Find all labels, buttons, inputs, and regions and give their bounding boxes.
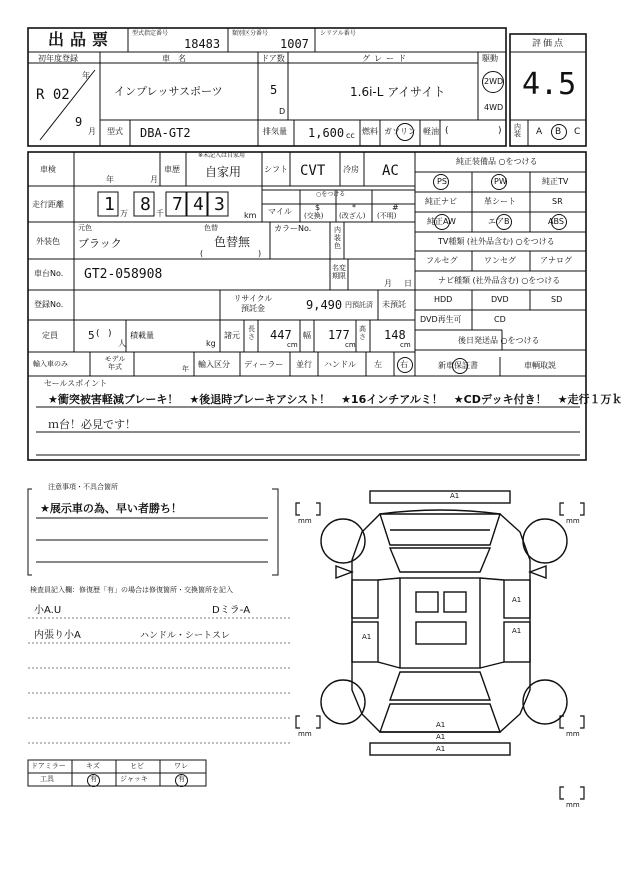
tv-title: TV種類 (社外品含む) ○をつける bbox=[438, 237, 555, 246]
month-unit: 月 bbox=[88, 127, 96, 136]
mileage-man: 万 bbox=[120, 209, 128, 218]
attach-note: ○をつける bbox=[316, 191, 346, 198]
later-warranty-circle bbox=[452, 358, 468, 374]
mile-label: マイル bbox=[268, 207, 292, 216]
equip-abs-circle bbox=[551, 214, 567, 230]
later-manual: 車輌取説 bbox=[524, 361, 556, 370]
equip-aw-circle bbox=[434, 214, 450, 230]
unknown-label: (不明) bbox=[377, 212, 397, 220]
equip-pw-circle bbox=[491, 174, 507, 190]
color-no-label: カラーNo. bbox=[274, 224, 312, 233]
mm-label-br: mm bbox=[566, 730, 580, 738]
capacity-value: 5 bbox=[88, 329, 95, 342]
import-class-label: 輸入区分 bbox=[198, 360, 230, 369]
right-circle bbox=[397, 357, 413, 373]
legend-jack-yes: 有 bbox=[178, 775, 185, 783]
ac-value: AC bbox=[382, 163, 399, 179]
orig-color-label: 元色 bbox=[78, 224, 92, 232]
equip-title: 純正装備品 ○をつける bbox=[456, 157, 538, 166]
nav-title: ナビ種類 (社外品含む) ○をつける bbox=[438, 276, 561, 285]
model-year-label: モデル年式 bbox=[104, 355, 126, 372]
interior-color-label: 内装色 bbox=[334, 226, 341, 251]
equip-ps: PS bbox=[437, 177, 447, 186]
recycle-value: 9,490 bbox=[306, 298, 343, 312]
legend-h1: ドアミラー bbox=[31, 762, 66, 770]
width-label: 幅 bbox=[303, 331, 311, 340]
later-warranty: 新車保証書 bbox=[438, 361, 478, 370]
doors-value: 5 bbox=[270, 83, 278, 97]
grade-value: 1.6i-L アイサイト bbox=[350, 85, 446, 99]
cc-paren-close: ) bbox=[258, 249, 262, 258]
capacity-paren-open: ( bbox=[96, 329, 100, 339]
cc-unit: cc bbox=[346, 131, 355, 140]
sales-line-1: ★衝突被害軽減ブレーキ！ ★後退時ブレーキアシスト！ ★16インチアルミ！ ★CDデッキ付き！ ★走行１万ｋ bbox=[48, 393, 623, 406]
damage-mark-right-front: A1 bbox=[512, 596, 522, 604]
reg-no-label: 登録No. bbox=[34, 300, 64, 309]
recycle-label: リサイクル預託金 bbox=[233, 294, 273, 313]
damage-mark-right-rear: A1 bbox=[512, 627, 522, 635]
altered-label: (改ざん) bbox=[339, 212, 366, 220]
legend-h3: ヒビ bbox=[130, 762, 144, 770]
damage-mark-left: A1 bbox=[362, 633, 372, 641]
mileage-km: km bbox=[244, 211, 257, 220]
mileage-d2: 8 bbox=[140, 194, 151, 215]
later-title: 後日発送品 ○をつける bbox=[458, 336, 540, 345]
equip-pw: PW bbox=[494, 177, 507, 186]
chassis-label: 車台No. bbox=[34, 269, 64, 278]
handle-label: ハンドル bbox=[324, 360, 356, 369]
first-reg-label: 初年度登録 bbox=[38, 54, 78, 63]
first-reg-era: R 02 bbox=[36, 87, 70, 103]
interior-a: A bbox=[536, 127, 543, 137]
shift-label: シフト bbox=[264, 165, 288, 174]
inspector-line1-b: Dミラ-A bbox=[212, 605, 251, 616]
nav-dvd: DVD bbox=[491, 295, 509, 304]
shift-value: CVT bbox=[300, 163, 326, 179]
mm-label-tr: mm bbox=[566, 517, 580, 525]
class-label: 類別区分番号 bbox=[232, 30, 269, 37]
score-label: 評価点 bbox=[532, 39, 566, 49]
equip-abs: ABS bbox=[548, 217, 564, 226]
interior-c: C bbox=[574, 127, 581, 137]
length-value: 447 bbox=[270, 328, 292, 342]
sales-point-label: セールスポイント bbox=[44, 379, 108, 388]
mileage-d3: 7 bbox=[172, 194, 183, 215]
name-change-month: 月 bbox=[384, 279, 392, 288]
interior-label: 内装 bbox=[514, 123, 521, 138]
insp-year: 年 bbox=[106, 175, 114, 184]
equip-sr: SR bbox=[552, 197, 563, 206]
color-change-label: 色替 bbox=[204, 224, 218, 232]
mm-label-bottom: mm bbox=[566, 801, 580, 809]
fuel-paren-close: ) bbox=[498, 126, 502, 136]
door-suffix: D bbox=[279, 107, 286, 116]
displacement-value: 1,600 bbox=[308, 126, 345, 140]
height-unit: cm bbox=[400, 341, 411, 349]
dealer-label: ディーラー bbox=[244, 360, 284, 369]
fuel-light: 軽油 bbox=[423, 127, 439, 136]
equip-airbag-circle bbox=[496, 214, 512, 230]
ac-label: 冷房 bbox=[343, 165, 359, 174]
car-name: インプレッサスポーツ bbox=[114, 85, 223, 98]
damage-mark-rear-1: A1 bbox=[436, 721, 446, 729]
legend-jack: ジャッキ bbox=[120, 775, 148, 783]
insp-month: 月 bbox=[150, 175, 158, 184]
legend-tools-yes: 有 bbox=[90, 775, 97, 783]
nav-hdd: HDD bbox=[434, 295, 453, 304]
unknown-sym: # bbox=[392, 203, 399, 212]
tv-fullseg: フルセグ bbox=[426, 256, 458, 265]
length-label: 長さ bbox=[248, 325, 255, 342]
chassis-value: GT2-058908 bbox=[84, 267, 163, 282]
year-unit: 年 bbox=[82, 71, 90, 80]
fuel-gas: ガソリン bbox=[384, 127, 416, 136]
height-label: 高さ bbox=[359, 325, 366, 342]
dims-label: 諸元 bbox=[224, 331, 240, 340]
equip-navi: 純正ナビ bbox=[425, 197, 457, 206]
model-value: DBA-GT2 bbox=[140, 126, 191, 140]
exterior-color-label: 外装色 bbox=[36, 237, 60, 246]
mm-label-bl: mm bbox=[298, 730, 312, 738]
tv-analog: アナログ bbox=[540, 256, 572, 265]
private-note: ※未記入は自家用 bbox=[198, 152, 246, 159]
equip-leather: 革シート bbox=[484, 197, 516, 206]
sales-line-2: ｍ台！必見です！ bbox=[48, 418, 136, 431]
serial-label: シリアル番号 bbox=[320, 30, 356, 37]
doors-label: ドア数 bbox=[261, 54, 285, 63]
history-value: 自家用 bbox=[205, 165, 242, 179]
drive-2wd: 2WD bbox=[484, 77, 504, 86]
inspection-label: 車検 bbox=[40, 165, 56, 174]
form-title: 出品票 bbox=[48, 30, 115, 49]
name-change-label: 名変期限 bbox=[332, 264, 346, 281]
equip-tv: 純正TV bbox=[542, 177, 569, 186]
mileage-label: 走行距離 bbox=[32, 200, 64, 209]
displacement-label: 排気量 bbox=[263, 127, 287, 136]
media-cd: CD bbox=[494, 315, 506, 324]
inspector-line2-b: ハンドル・シートスレ bbox=[140, 631, 230, 641]
damage-mark-rear-2: A1 bbox=[436, 733, 446, 741]
damage-mark-bumper: A1 bbox=[436, 745, 446, 753]
fuel-paren-open: ( bbox=[445, 126, 449, 136]
width-value: 177 bbox=[328, 328, 350, 342]
persons-unit: 人 bbox=[118, 339, 126, 348]
tv-oneseg: ワンセグ bbox=[484, 256, 516, 265]
cc-paren-open: ( bbox=[200, 249, 204, 258]
import-only-label: 輸入車のみ bbox=[33, 360, 68, 368]
color-change-value: 色替無 bbox=[214, 235, 251, 249]
inspector-line2-a: 内張り小A bbox=[34, 630, 81, 641]
equip-aw: 純正AW bbox=[427, 217, 456, 226]
history-label: 車歴 bbox=[164, 165, 180, 174]
model-cert-label: 型式指定番号 bbox=[132, 30, 169, 37]
model-cert-no: 18483 bbox=[184, 37, 221, 51]
model-label: 型式 bbox=[107, 127, 123, 136]
mileage-d4: 4 bbox=[193, 194, 204, 215]
legend-jack-circle bbox=[175, 774, 188, 787]
left-label: 左 bbox=[374, 360, 382, 369]
equip-ps-circle bbox=[433, 174, 449, 190]
exchange-label: (交換) bbox=[304, 212, 324, 220]
mileage-d5: 3 bbox=[214, 194, 225, 215]
length-unit: cm bbox=[287, 341, 298, 349]
notes-line-1: ★展示車の為、早い者勝ち！ bbox=[40, 502, 182, 515]
drive-4wd: 4WD bbox=[484, 103, 504, 112]
damage-mark-front: A1 bbox=[450, 492, 460, 500]
legend-h2: キズ bbox=[86, 762, 100, 770]
exterior-color-value: ブラック bbox=[78, 237, 122, 250]
altered-sym: * bbox=[352, 203, 356, 212]
mileage-sen: 千 bbox=[156, 209, 164, 218]
right-label: 右 bbox=[400, 360, 408, 369]
legend-h4: ワレ bbox=[174, 762, 188, 770]
score-value: 4.5 bbox=[522, 67, 577, 102]
inspector-line1-a: 小A.U bbox=[34, 605, 62, 616]
fuel-label: 燃料 bbox=[362, 127, 378, 136]
nav-sd: SD bbox=[551, 295, 563, 304]
capacity-paren-close: ) bbox=[108, 329, 112, 339]
parallel-label: 並行 bbox=[296, 360, 312, 369]
media-dvd: DVD再生可 bbox=[420, 315, 462, 324]
mileage-d1: 1 bbox=[104, 194, 115, 215]
exchange-sym: $ bbox=[315, 203, 321, 212]
grade-label: グレード bbox=[362, 54, 410, 63]
notes-title: 注意事項・不具合箇所 bbox=[48, 483, 118, 491]
model-year-unit: 年 bbox=[182, 365, 189, 373]
class-no: 1007 bbox=[280, 37, 309, 51]
mm-label-tl: mm bbox=[298, 517, 312, 525]
first-reg-month: 9 bbox=[75, 115, 83, 129]
equip-airbag: エアB bbox=[488, 217, 510, 226]
drive-label: 駆動 bbox=[482, 54, 498, 63]
height-value: 148 bbox=[384, 328, 406, 342]
width-unit: cm bbox=[345, 341, 356, 349]
legend-tools-circle bbox=[87, 774, 100, 787]
not-deposited: 未預託 bbox=[382, 300, 406, 309]
capacity-label: 定員 bbox=[42, 331, 58, 340]
interior-b: B bbox=[555, 127, 562, 137]
name-change-day: 日 bbox=[404, 279, 412, 288]
load-label: 積載量 bbox=[130, 331, 154, 340]
recycle-unit: 円預託済 bbox=[345, 301, 373, 309]
car-name-label: 車 名 bbox=[162, 54, 186, 63]
kg-unit: kg bbox=[206, 339, 216, 348]
legend-tools: 工具 bbox=[40, 775, 54, 783]
inspector-label: 検査員記入欄：修復歴「有」の場合は修復箇所・交換箇所を記入 bbox=[30, 586, 233, 594]
